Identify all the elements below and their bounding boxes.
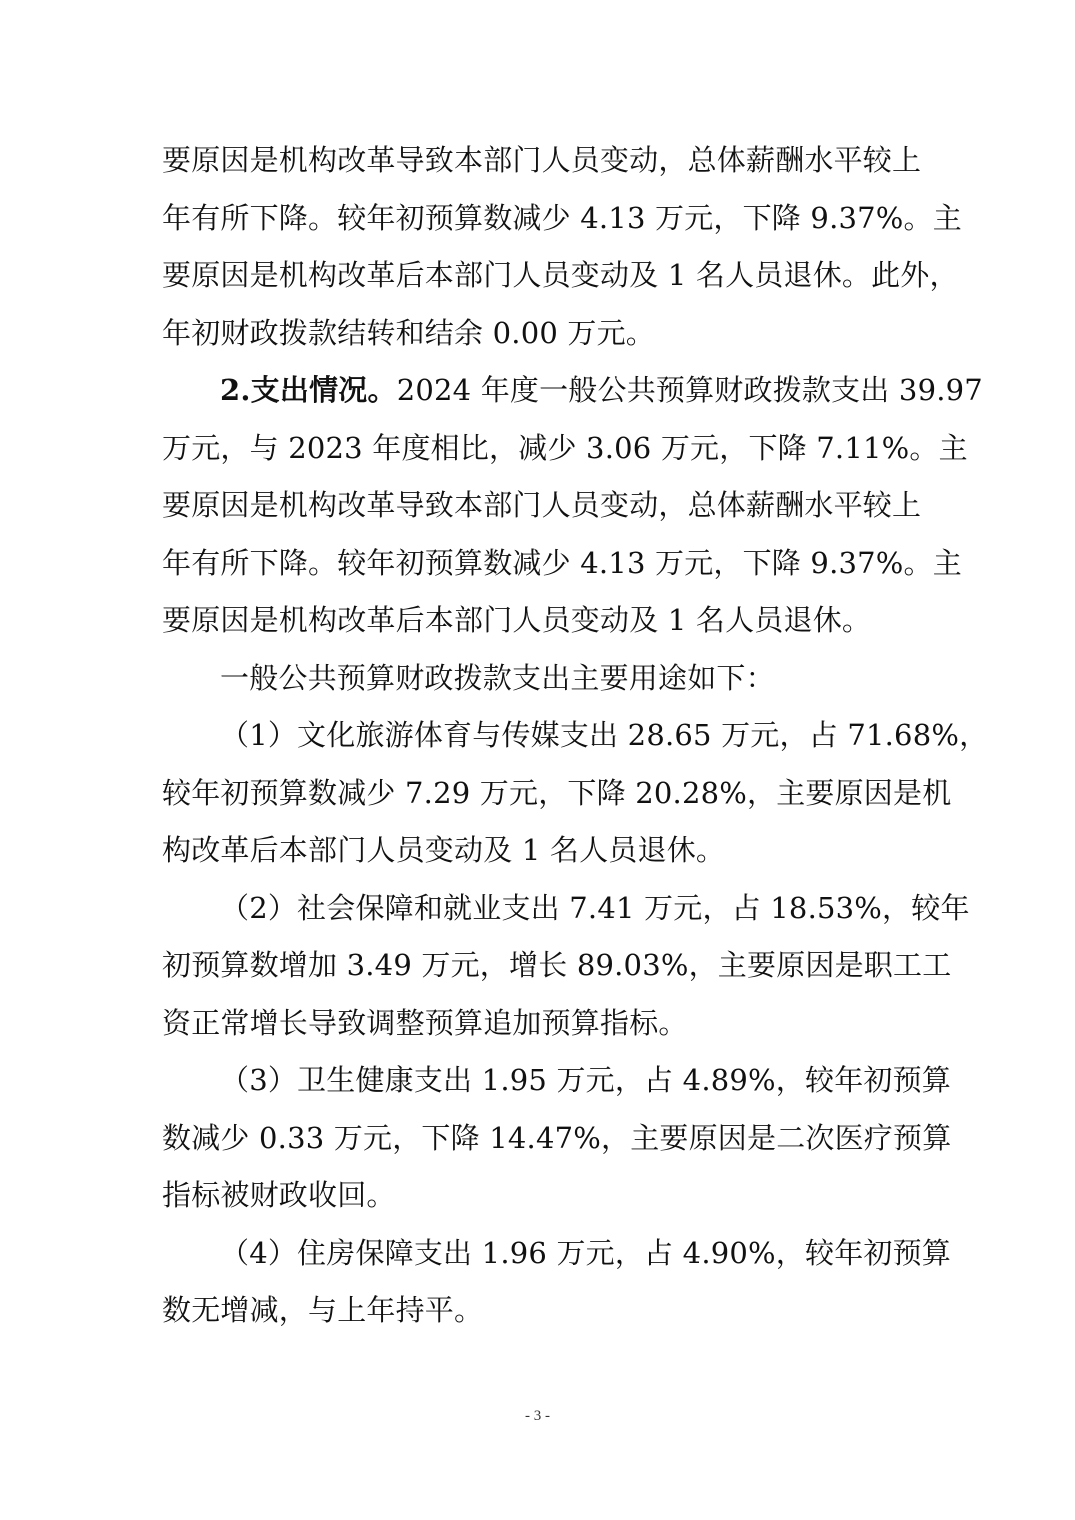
text-line: （4）住房保障支出 1.96 万元，占 4.90%，较年初预算: [220, 1235, 952, 1270]
list-item-social-security: [162, 880, 970, 1053]
text-line: 较年初预算数减少 7.29 万元，下降 20.28%，主要原因是机: [162, 775, 952, 810]
list-item-culture-tourism: [162, 707, 989, 880]
text-line: （3）卫生健康支出 1.95 万元，占 4.89%，较年初预算: [220, 1063, 952, 1097]
text-line: 年初财政拨款结转和结余 0.00 万元。: [162, 315, 656, 350]
text-line: 资正常增长导致调整预算追加预算指标。: [162, 1005, 688, 1040]
text-line: 数无增减，与上年持平。: [162, 1293, 484, 1327]
paragraph-expenditure: [162, 362, 983, 650]
document-page: [162, 132, 989, 1340]
text-span: 2024 年度一般公共预算财政拨款支出 39.97: [396, 373, 983, 407]
text-line: 万元，与 2023 年度相比，减少 3.06 万元，下降 7.11%。主: [162, 430, 968, 465]
page-number: - 3 -: [525, 1408, 550, 1424]
text-line: 一般公共预算财政拨款支出主要用途如下：: [220, 660, 775, 695]
text-line: （2）社会保障和就业支出 7.41 万元，占 18.53%，较年: [220, 890, 970, 925]
text-line: 要原因是机构改革后本部门人员变动及 1 名人员退休。此外，: [162, 258, 959, 292]
text-line: [162, 362, 983, 420]
text-line: 数减少 0.33 万元，下降 14.47%，主要原因是二次医疗预算: [162, 1120, 952, 1155]
text-line: （1）文化旅游体育与传媒支出 28.65 万元，占 71.68%，: [220, 718, 989, 752]
text-line: 要原因是机构改革导致本部门人员变动，总体薪酬水平较上: [162, 143, 922, 177]
text-line: 构改革后本部门人员变动及 1 名人员退休。: [162, 833, 726, 867]
paragraph-usage-intro: [162, 650, 914, 708]
text-line: 年有所下降。较年初预算数减少 4.13 万元，下降 9.37%。主: [162, 545, 962, 580]
text-line: 年有所下降。较年初预算数减少 4.13 万元，下降 9.37%。主: [162, 200, 962, 235]
list-item-housing: [162, 1225, 952, 1340]
text-line: 指标被财政收回。: [162, 1178, 396, 1212]
text-line: 初预算数增加 3.49 万元，增长 89.03%，主要原因是职工工: [162, 948, 952, 982]
section-heading: 2.支出情况。: [220, 373, 397, 407]
paragraph-budget-revenue-continued: [162, 132, 962, 362]
text-line: 要原因是机构改革导致本部门人员变动，总体薪酬水平较上: [162, 488, 922, 522]
text-line: 要原因是机构改革后本部门人员变动及 1 名人员退休。: [162, 603, 872, 637]
list-item-health: [162, 1052, 952, 1225]
